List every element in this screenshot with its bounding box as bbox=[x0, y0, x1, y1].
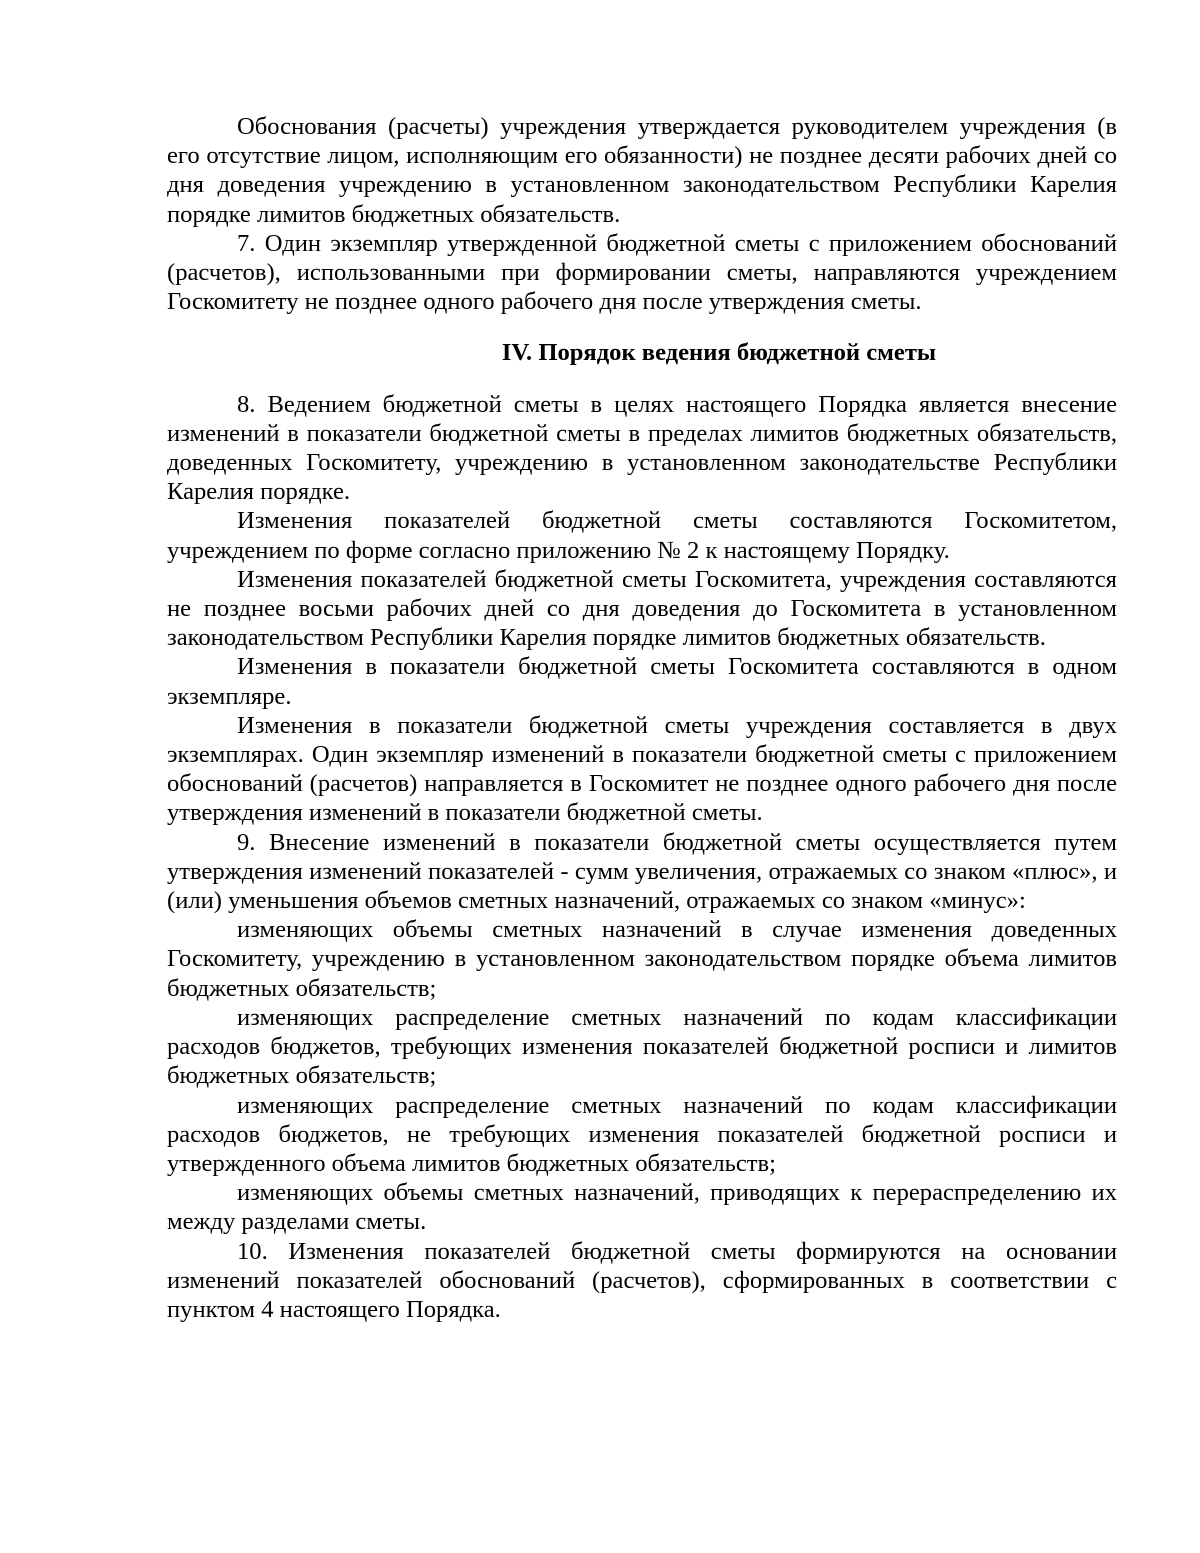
paragraph-item-9: 9. Внесение изменений в показатели бюджетной сметы осуществляется путем утверждения изменений показателей - сумм увеличения, отражаемых со знаком «плюс», и (или) уменьшения объемов сметных назначений, отражаемых со знаком «минус»: bbox=[167, 828, 1117, 915]
paragraph-item-7: 7. Один экземпляр утвержденной бюджетной сметы с приложением обоснований (расчетов), использованными при формировании сметы, направляются учреждением Госкомитету не позднее одного рабочего дня после утверждения сметы. bbox=[167, 229, 1117, 316]
document-body bbox=[167, 112, 1117, 1324]
paragraph-justifications-approval: Обоснования (расчеты) учреждения утверждается руководителем учреждения (в его отсутствие лицом, исполняющим его обязанности) не позднее десяти рабочих дней со дня доведения учреждению в установленном законодательством Республики Карелия порядке лимитов бюджетных обязательств. bbox=[167, 113, 1117, 228]
paragraph-changes-deadline: Изменения показателей бюджетной сметы Госкомитета, учреждения составляются не позднее восьми рабочих дней со дня доведения до Госкомитета в установленном законодательством Республики Карелия порядке лимитов бюджетных обязательств. bbox=[167, 565, 1117, 652]
list-item-distribution-not-requiring: изменяющих распределение сметных назначений по кодам классификации расходов бюджетов, не требующих изменения показателей бюджетной росписи и утвержденного объема лимитов бюджетных обязательств; bbox=[167, 1091, 1117, 1177]
list-item-distribution-requiring: изменяющих распределение сметных назначений по кодам классификации расходов бюджетов, требующих изменения показателей бюджетной росписи и лимитов бюджетных обязательств; bbox=[167, 1003, 1117, 1090]
list-item-redistribution: изменяющих объемы сметных назначений, приводящих к перераспределению их между разделами сметы. bbox=[167, 1179, 1117, 1236]
list-item-volumes-change: изменяющих объемы сметных назначений в случае изменения доведенных Госкомитету, учреждению в установленном законодательством порядке объема лимитов бюджетных обязательств; bbox=[167, 916, 1117, 1002]
paragraph-item-8: 8. Ведением бюджетной сметы в целях настоящего Порядка является внесение изменений в показатели бюджетной сметы в пределах лимитов бюджетных обязательств, доведенных Госкомитету, учреждению в установленном законодательстве Республики Карелия порядке. bbox=[167, 390, 1117, 506]
paragraph-item-10: 10. Изменения показателей бюджетной сметы формируются на основании изменений показателей обоснований (расчетов), сформированных в соответствии с пунктом 4 настоящего Порядка. bbox=[167, 1237, 1117, 1323]
paragraph-two-copies: Изменения в показатели бюджетной сметы учреждения составляется в двух экземплярах. Один экземпляр изменений в показатели бюджетной сметы с приложением обоснований (расчетов) направляется в Госкомитет не позднее одного рабочего дня после утверждения изменений в показатели бюджетной сметы. bbox=[167, 711, 1117, 827]
paragraph-changes-compiled: Изменения показателей бюджетной сметы составляются Госкомитетом, учреждением по форме согласно приложению № 2 к настоящему Порядку. bbox=[167, 507, 1117, 564]
spacer bbox=[167, 316, 1117, 338]
paragraph-one-copy: Изменения в показатели бюджетной сметы Госкомитета составляются в одном экземпляре. bbox=[167, 653, 1117, 710]
spacer bbox=[167, 368, 1117, 390]
section-heading: IV. Порядок ведения бюджетной сметы bbox=[501, 339, 937, 367]
